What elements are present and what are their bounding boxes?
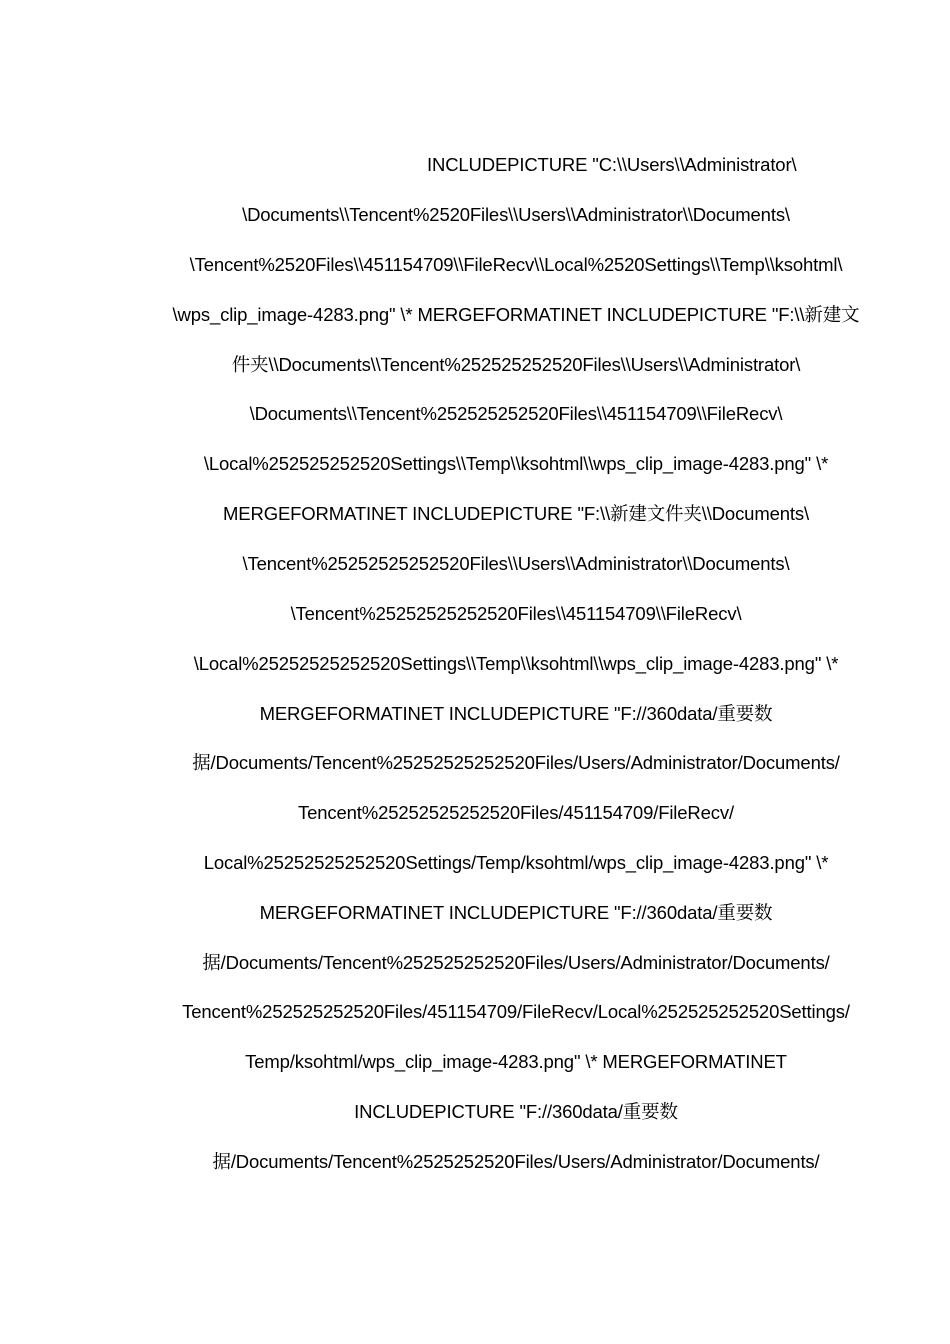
text-line: \Tencent%2520Files\\451154709\\FileRecv\\Local%2520Settings\\Temp\\ksohtml\ (189, 254, 843, 275)
text-line: 据/Documents/Tencent%25252525252520Files/Users/Administrator/Documents/ (192, 752, 840, 773)
text-line: \Tencent%25252525252520Files\\Users\\Administrator\\Documents\ (242, 553, 790, 574)
text-line: MERGEFORMATINET INCLUDEPICTURE "F:\\新建文件夹\\Documents\ (223, 503, 809, 524)
text-line: Tencent%252525252520Files/451154709/FileRecv/Local%252525252520Settings/ (182, 1001, 850, 1022)
text-line: INCLUDEPICTURE "F://360data/重要数 (354, 1101, 678, 1122)
text-line: \Documents\\Tencent%252525252520Files\\451154709\\FileRecv\ (249, 403, 783, 424)
text-line: INCLUDEPICTURE "C:\\Users\\Administrator\ (427, 154, 797, 175)
text-line: Temp/ksohtml/wps_clip_image-4283.png" \* MERGEFORMATINET (245, 1051, 787, 1072)
text-line: \Tencent%25252525252520Files\\451154709\\FileRecv\ (290, 603, 742, 624)
text-line: 据/Documents/Tencent%252525252520Files/Users/Administrator/Documents/ (202, 952, 830, 973)
text-line: Tencent%25252525252520Files/451154709/FileRecv/ (298, 802, 734, 823)
text-line: 件夹\\Documents\\Tencent%252525252520Files\\Users\\Administrator\ (231, 354, 801, 375)
text-line: MERGEFORMATINET INCLUDEPICTURE "F://360data/重要数 (259, 703, 773, 724)
text-line: \Documents\\Tencent%2520Files\\Users\\Administrator\\Documents\ (242, 204, 790, 225)
text-line: \Local%25252525252520Settings\\Temp\\ksohtml\\wps_clip_image-4283.png" \* (193, 653, 839, 674)
text-line: \wps_clip_image-4283.png" \* MERGEFORMATINET INCLUDEPICTURE "F:\\新建文 (172, 304, 860, 325)
text-line: 据/Documents/Tencent%2525252520Files/Users/Administrator/Documents/ (212, 1151, 820, 1172)
text-line: \Local%252525252520Settings\\Temp\\ksohtml\\wps_clip_image-4283.png" \* (203, 453, 829, 474)
text-line: Local%25252525252520Settings/Temp/ksohtml/wps_clip_image-4283.png" \* (203, 852, 829, 873)
text-line: MERGEFORMATINET INCLUDEPICTURE "F://360data/重要数 (259, 902, 773, 923)
